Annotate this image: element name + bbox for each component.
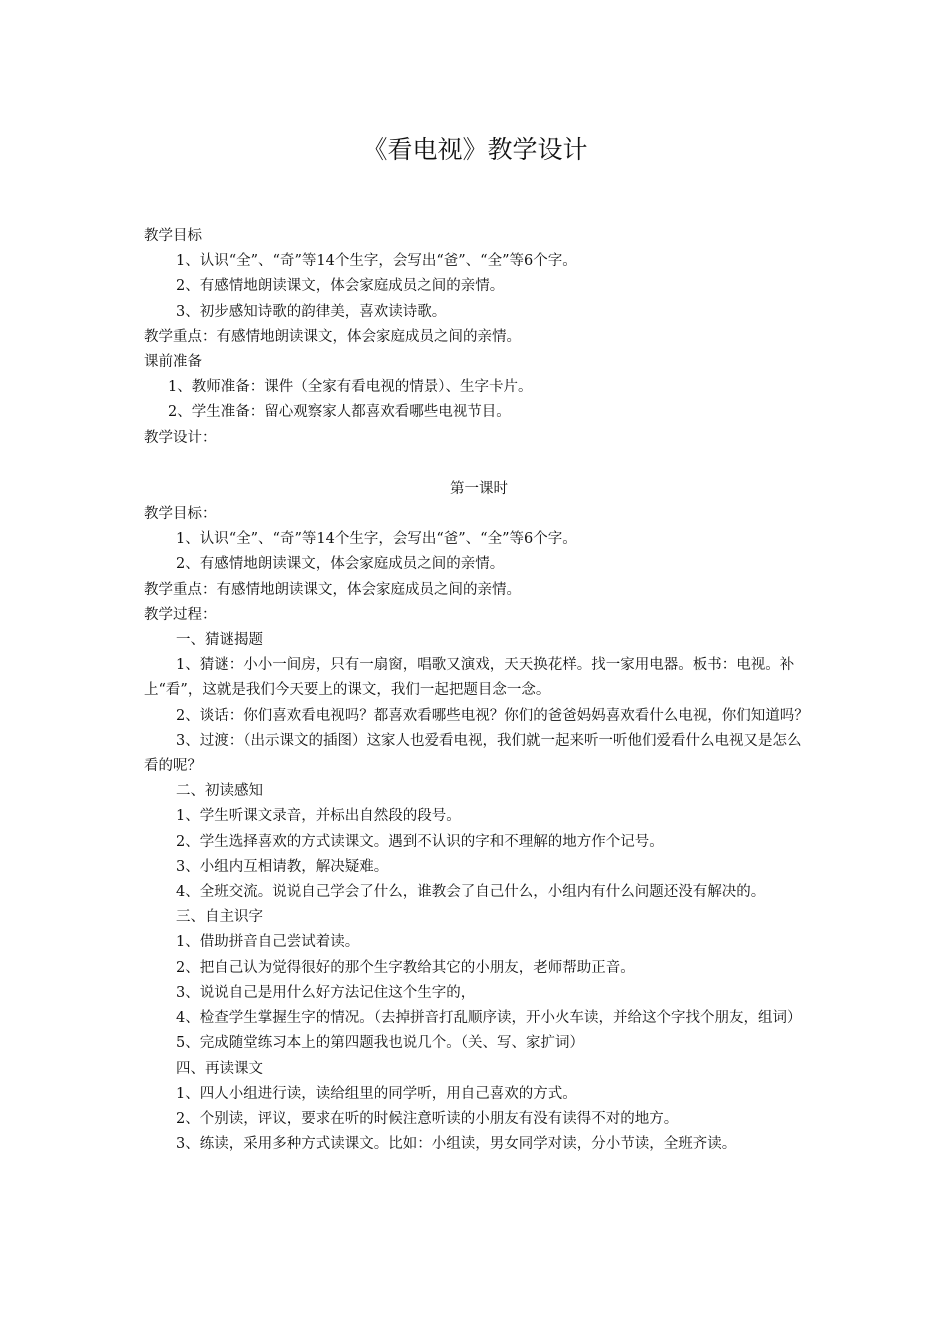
section-item: 4、全班交流。说说自己学会了什么，谁教会了自己什么，小组内有什么问题还没有解决的。 (176, 884, 766, 901)
section-item: 3、小组内互相请教，解决疑难。 (176, 858, 389, 875)
lesson-heading: 第一课时 (450, 480, 508, 497)
lesson-objective-item: 2、有感情地朗读课文，体会家庭成员之间的亲情。 (176, 556, 505, 573)
section-item: 1、借助拼音自己尝试着读。 (176, 934, 360, 951)
section-item: 3、说说自己是用什么好方法记住这个生字的， (176, 984, 476, 1001)
section-item: 1、学生听课文录音，并标出自然段的段号。 (176, 808, 461, 825)
section-item: 2、谈话：你们喜欢看电视吗？都喜欢看哪些电视？你们的爸爸妈妈喜欢看什么电视，你们知道吗？ (176, 707, 809, 724)
lesson-key-point: 教学重点：有感情地朗读课文，体会家庭成员之间的亲情。 (144, 581, 521, 598)
spacer (144, 451, 814, 477)
section-item: 2、个别读，评议，要求在听的时候注意听读的小朋友有没有读得不对的地方。 (176, 1110, 679, 1127)
section-heading: 二、初读感知 (176, 783, 263, 800)
process-heading: 教学过程： (144, 606, 217, 623)
objective-item: 2、有感情地朗读课文，体会家庭成员之间的亲情。 (176, 278, 505, 295)
document-body (144, 224, 814, 1157)
section-heading: 四、再读课文 (176, 1060, 263, 1077)
section-item: 5、完成随堂练习本上的第四题我也说几个。（关、写、家扩词） (176, 1035, 584, 1052)
section-item: 1、四人小组进行读，读给组里的同学听，用自己喜欢的方式。 (176, 1085, 577, 1102)
design-heading: 教学设计： (144, 429, 217, 446)
section-heading: 一、猜谜揭题 (176, 632, 263, 649)
prep-heading: 课前准备 (144, 354, 202, 371)
section-item: 2、学生选择喜欢的方式读课文。遇到不认识的字和不理解的地方作个记号。 (176, 833, 664, 850)
document-title: 《看电视》教学设计 (362, 135, 588, 164)
prep-item: 1、教师准备：课件（全家有看电视的情景）、生字卡片。 (168, 379, 533, 396)
lesson-objectives-heading: 教学目标： (144, 506, 217, 523)
section-item: 1、猜谜：小小一间房，只有一扇窗，唱歌又演戏，天天换花样。找一家用电器。板书：电视。补上“看”，这就是我们今天要上的课文，我们一起把题目念一念。 (144, 657, 795, 699)
prep-item: 2、学生准备：留心观察家人都喜欢看哪些电视节目。 (168, 404, 511, 421)
section-item: 3、练读，采用多种方式读课文。比如：小组读，男女同学对读，分小节读，全班齐读。 (176, 1136, 737, 1153)
objective-item: 3、初步感知诗歌的韵律美，喜欢读诗歌。 (176, 303, 447, 320)
key-point: 教学重点：有感情地朗读课文，体会家庭成员之间的亲情。 (144, 328, 521, 345)
section-heading: 三、自主识字 (176, 909, 263, 926)
objective-item: 1、认识“全”、“奇”等14个生字，会写出“爸”、“全”等6个字。 (176, 253, 577, 270)
objectives-heading: 教学目标 (144, 228, 202, 244)
section-item: 3、过渡：（出示课文的插图）这家人也爱看电视，我们就一起来听一听他们爱看什么电视又是怎么看的呢？ (144, 732, 802, 775)
lesson-objective-item: 1、认识“全”、“奇”等14个生字，会写出“爸”、“全”等6个字。 (176, 531, 577, 548)
section-item: 4、检查学生掌握生字的情况。（去掉拼音打乱顺序读，开小火车读，并给这个字找个朋友，组词） (176, 1010, 802, 1027)
section-item: 2、把自己认为觉得很好的那个生字教给其它的小朋友，老师帮助正音。 (176, 959, 635, 976)
